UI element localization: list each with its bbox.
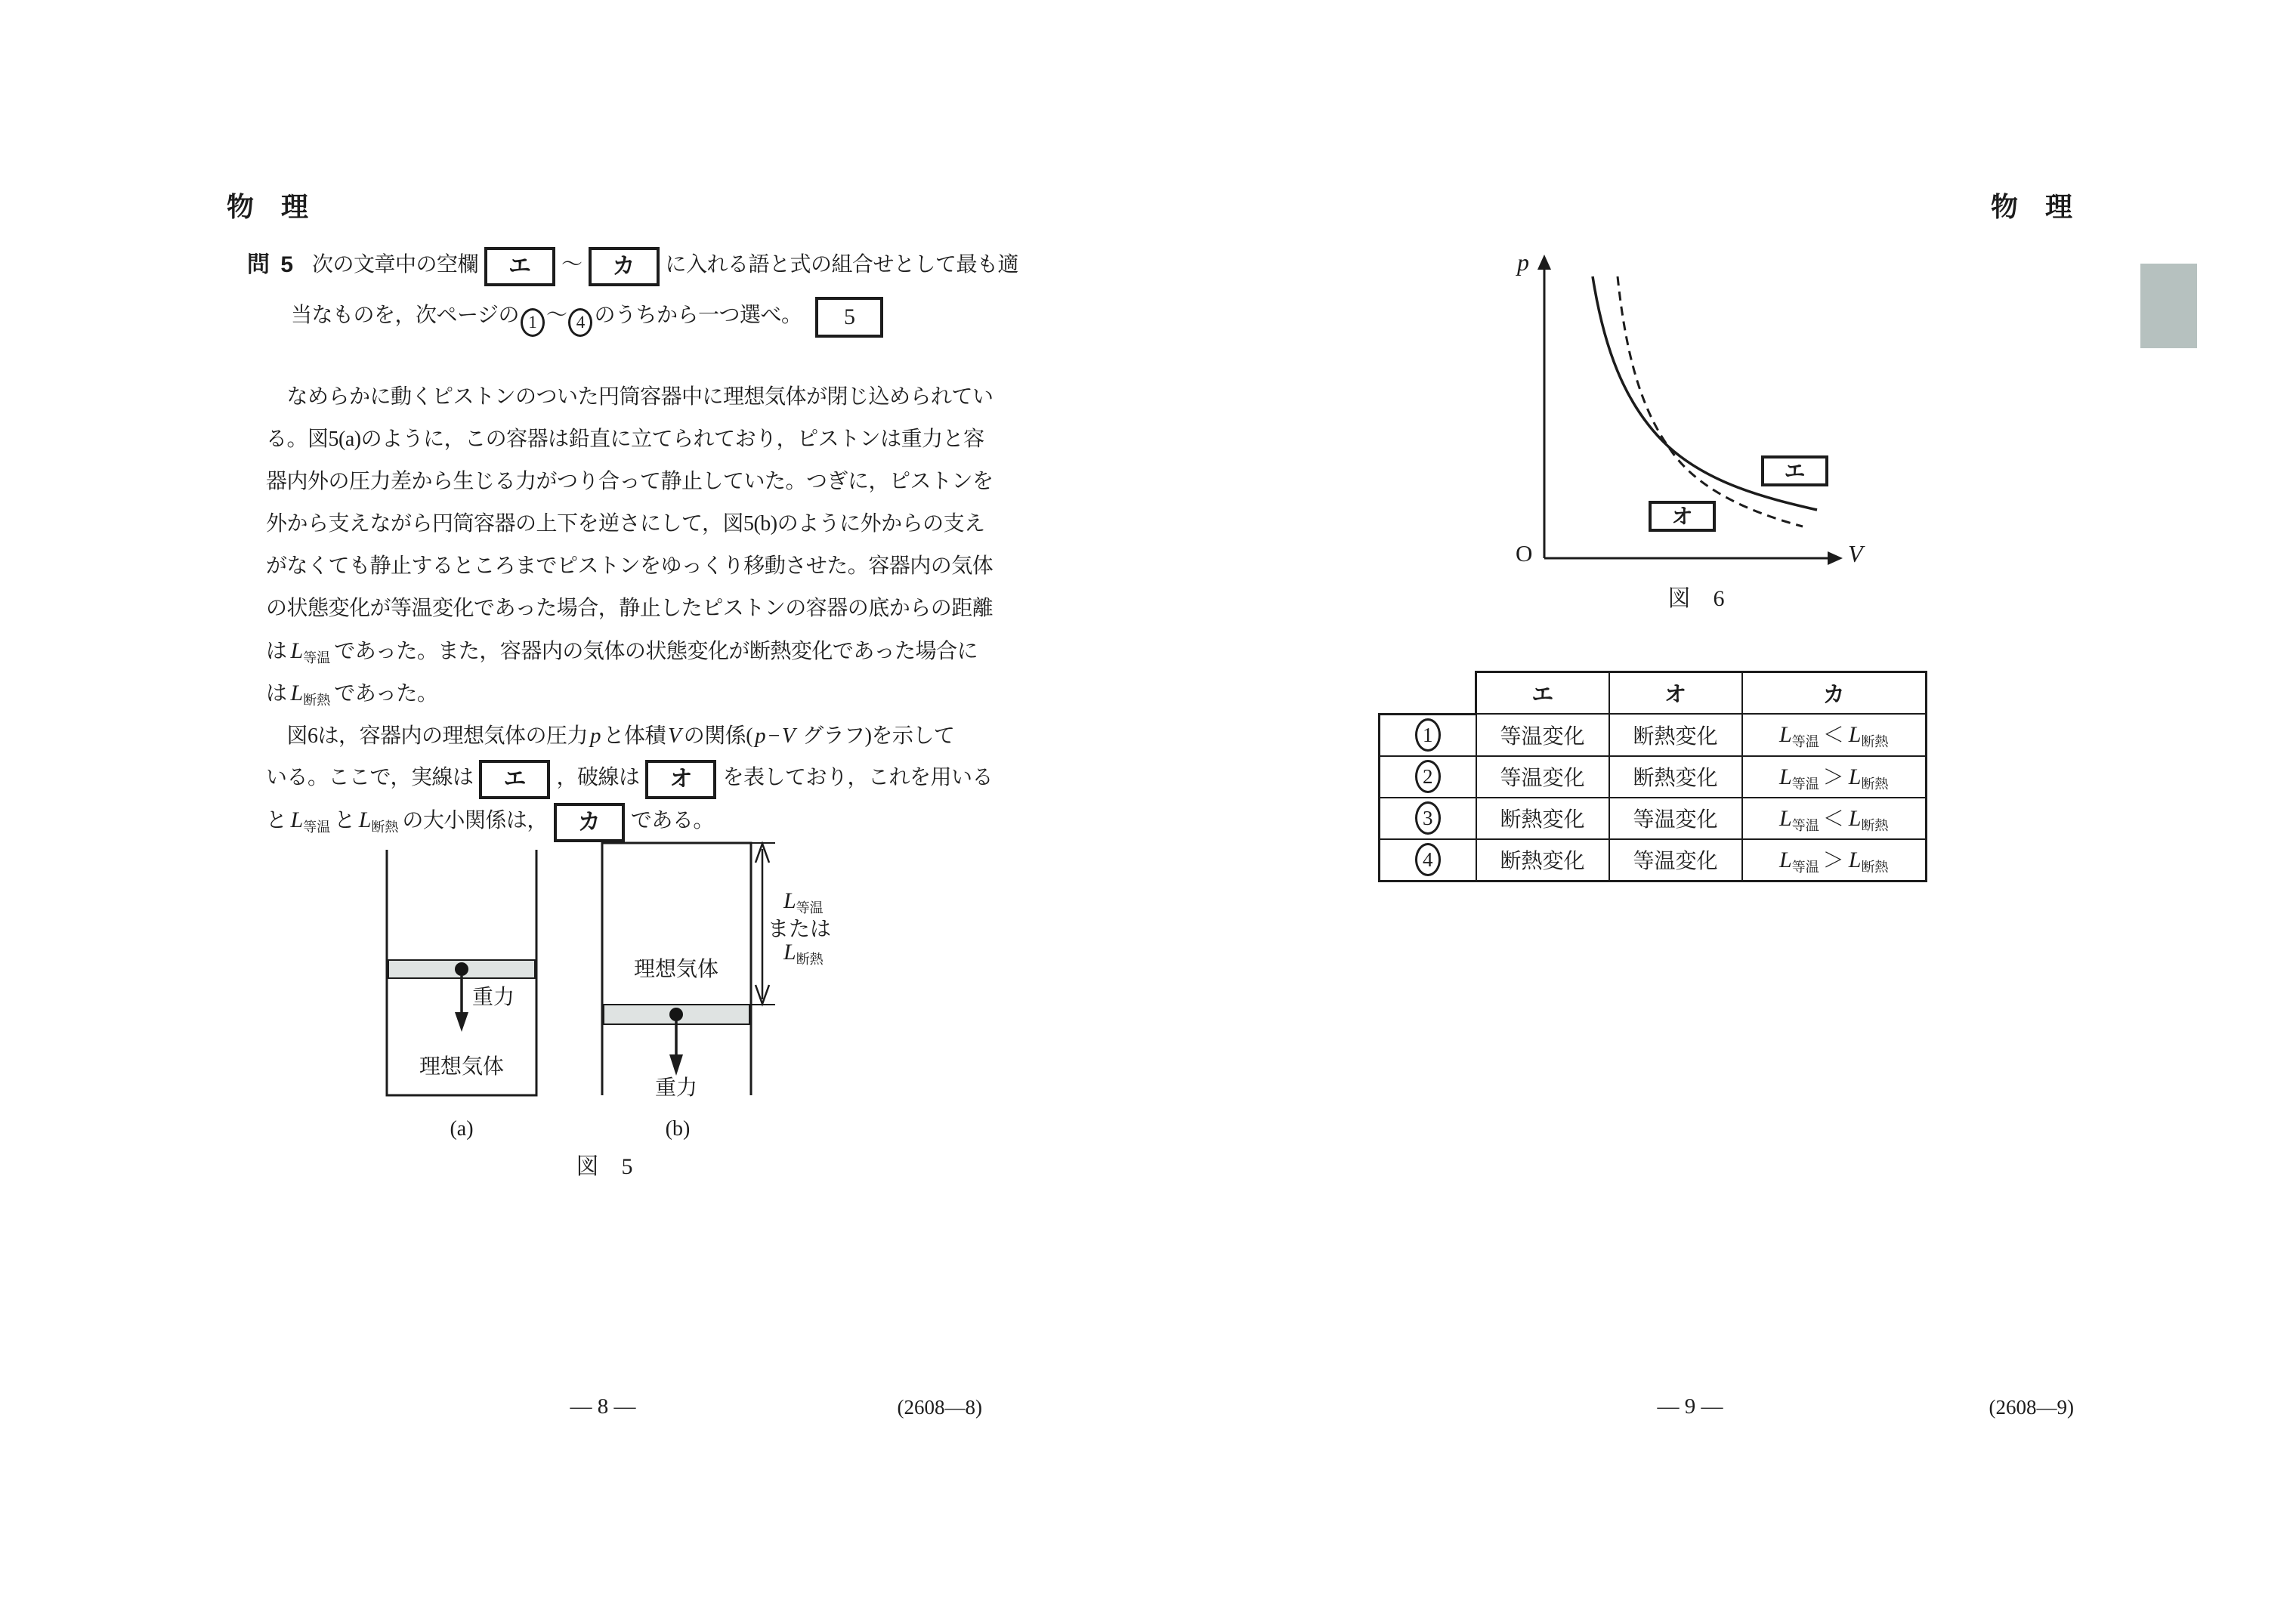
- table-row: [1380, 756, 1927, 798]
- gravity-label-b: 重力: [654, 1076, 697, 1100]
- piston-a-dot: [455, 962, 468, 976]
- cell-e: 断熱変化: [1476, 798, 1609, 839]
- gravity-arrowhead-a: [455, 1012, 468, 1032]
- table-header-row: [1380, 672, 1927, 715]
- col-header-o: オ: [1609, 672, 1742, 715]
- page-number-left: — 8 —: [570, 1394, 636, 1419]
- cell-o: 断熱変化: [1609, 756, 1742, 798]
- paragraph-line: は $L_{断熱}$ であった。: [266, 681, 438, 708]
- subfigure-label-b: (b): [665, 1117, 691, 1141]
- edge-index-tab: [2140, 264, 2197, 348]
- choice-number-cell: [1380, 798, 1476, 839]
- table-row: [1380, 714, 1927, 756]
- print-code-left: (2608—8): [897, 1396, 982, 1419]
- paragraph-line: 図6は，容器内の理想気体の圧力 p と体積 V の関係( p − V グラフ)を示して: [266, 724, 955, 748]
- x-axis-arrowhead: [1828, 551, 1843, 565]
- blank-box-e: エ: [484, 247, 555, 286]
- answer-number-box: 5: [815, 297, 883, 338]
- table-corner-cell: [1380, 672, 1476, 715]
- tilde: ～: [561, 253, 583, 276]
- table-row: [1380, 798, 1927, 839]
- dashed-curve-label-box: オ: [1649, 501, 1716, 532]
- choice-number-cell: [1380, 714, 1476, 756]
- cell-o: 断熱変化: [1609, 714, 1742, 756]
- cell-e: 等温変化: [1476, 714, 1609, 756]
- paragraph-line: る。図5(a)のように，この容器は鉛直に立てられており，ピストンは重力と容: [266, 428, 984, 451]
- col-header-e: エ: [1476, 672, 1609, 715]
- paragraph-line: 外から支えながら円筒容器の上下を逆さにして，図5(b)のように外からの支え: [266, 512, 985, 536]
- cell-ka: $L_{等温} < L_{断熱}$: [1742, 798, 1927, 839]
- paragraph-line: 器内外の圧力差から生じる力がつり合って静止していた。つぎに，ピストンを: [266, 470, 994, 493]
- answer-table: [1378, 671, 1927, 882]
- cell-o: 等温変化: [1609, 798, 1742, 839]
- circled-number: 2: [1415, 760, 1441, 793]
- gravity-label-a: 重力: [472, 986, 515, 1009]
- paragraph-line: いる。ここで，実線は エ ，破線は オ を表しており，これを用いる: [266, 757, 993, 799]
- gravity-arrowhead-b: [669, 1054, 683, 1076]
- question-line2-text: 当なものを，次ページの 1 ～ 4 のうちから一つ選べ。: [291, 304, 802, 327]
- dim-label-or: または: [768, 918, 832, 941]
- paragraph-line: がなくても静止するところまでピストンをゆっくり移動させた。容器内の気体: [266, 554, 994, 578]
- cell-o: 等温変化: [1609, 839, 1742, 881]
- circled-number: 1: [1415, 718, 1441, 752]
- circled-number: 4: [1415, 843, 1441, 876]
- paragraph-line: は $L_{等温}$ であった。また，容器内の気体の状態変化が断熱変化であった場合に: [266, 638, 978, 665]
- cell-ka: $L_{等温} < L_{断熱}$: [1742, 714, 1927, 756]
- figure5-drawing: [363, 831, 846, 1209]
- cell-ka: $L_{等温} > L_{断熱}$: [1742, 839, 1927, 881]
- page-title-right: 物 理: [1991, 191, 2073, 222]
- question-line1-pre: 次の文章中の空欄: [312, 253, 479, 276]
- figure6-caption: 図 6: [1667, 586, 1725, 611]
- subfigure-label-a: (a): [450, 1117, 474, 1141]
- table-row: [1380, 839, 1927, 881]
- page-number-right: — 9 —: [1657, 1394, 1723, 1419]
- col-header-ka: カ: [1742, 672, 1927, 715]
- cell-ka: $L_{等温} > L_{断熱}$: [1742, 756, 1927, 798]
- choice-number-cell: [1380, 839, 1476, 881]
- paragraph-line: と $L_{等温}$ と $L_{断熱}$ の大小関係は， カ である。: [266, 799, 714, 841]
- solid-curve-label-box: エ: [1761, 455, 1828, 486]
- dim-label-l-adiabatic: $L_{断熱}$: [783, 940, 824, 967]
- question-line1-post: に入れる語と式の組合せとして最も適: [665, 253, 1019, 276]
- y-axis-label-p: p: [1517, 249, 1529, 276]
- ideal-gas-label-a: 理想気体: [419, 1055, 504, 1079]
- paragraph-line: なめらかに動くピストンのついた円筒容器中に理想気体が閉じ込められてい: [266, 385, 994, 409]
- paragraph-line: の状態変化が等温変化であった場合，静止したピストンの容器の底からの距離: [266, 597, 994, 620]
- page-title-left: 物 理: [227, 191, 309, 222]
- question-number: 問 5: [247, 252, 296, 277]
- ideal-gas-label-b: 理想気体: [633, 958, 718, 981]
- question-line-1: [312, 243, 1018, 287]
- cell-e: 等温変化: [1476, 756, 1609, 798]
- question-line-2: [291, 294, 883, 338]
- piston-b-dot: [669, 1008, 683, 1021]
- y-axis-arrowhead: [1537, 255, 1551, 270]
- circled-number: 3: [1415, 801, 1441, 835]
- choice-number-cell: [1380, 756, 1476, 798]
- figure5-caption: 図 5: [576, 1154, 633, 1179]
- dim-label-l-isothermal: $L_{等温}$: [783, 888, 824, 915]
- print-code-right: (2608—9): [1989, 1396, 2074, 1419]
- dashed-curve: [1618, 276, 1803, 526]
- blank-box-ka: カ: [589, 247, 660, 286]
- cell-e: 断熱変化: [1476, 839, 1609, 881]
- origin-label: O: [1516, 540, 1533, 567]
- x-axis-label-v: V: [1848, 540, 1863, 567]
